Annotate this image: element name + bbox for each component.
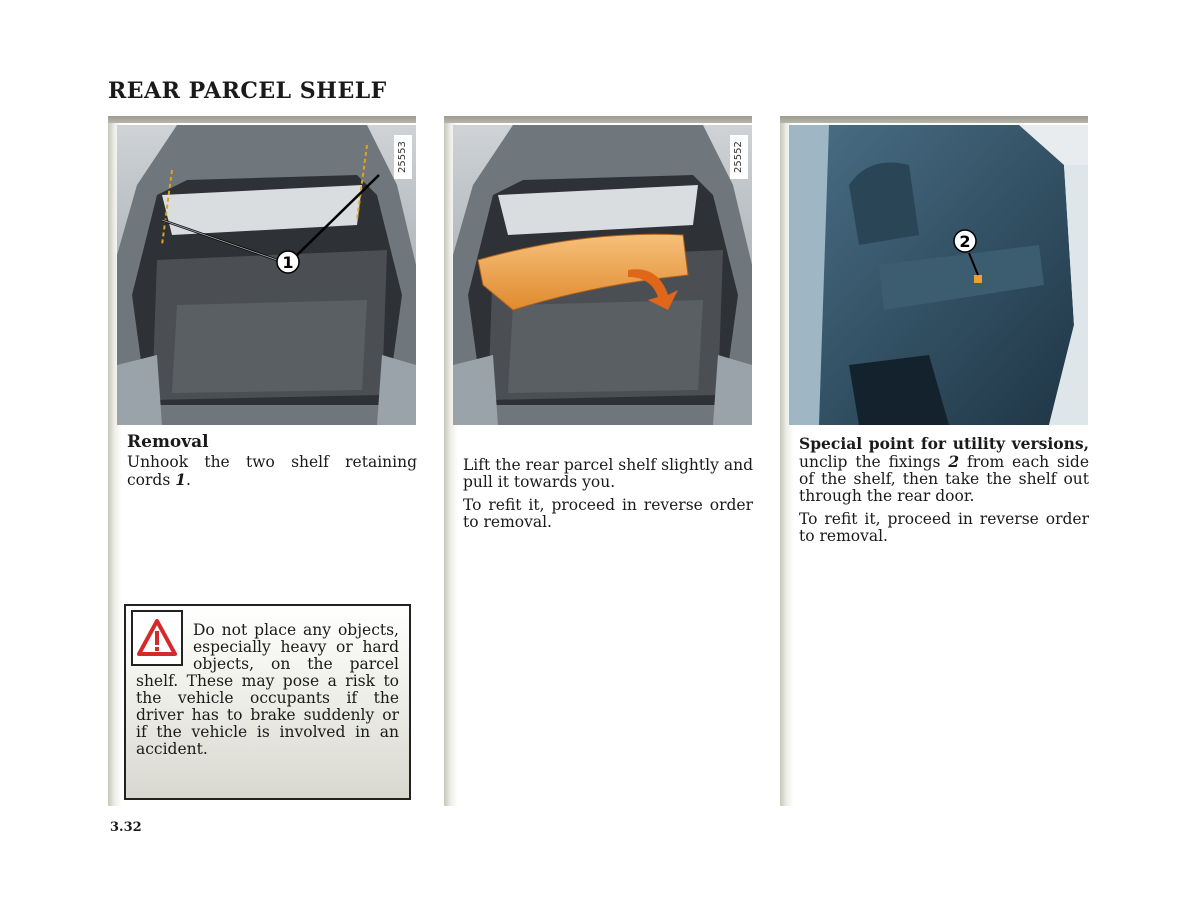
callout-2-label: 2 bbox=[959, 232, 971, 251]
photo-shelf-lift bbox=[453, 125, 752, 425]
warning-triangle-icon bbox=[131, 610, 183, 666]
photo-boot-cords bbox=[117, 125, 416, 425]
warning-box bbox=[124, 604, 411, 800]
column-lift bbox=[444, 116, 752, 806]
warning-text: Do not place any objects, especially heavy or hard objects, on the parcel shelf. These may pose a risk to the vehicle occupants if the driver has to brake suddenly or if the vehicle is involved in an accident. bbox=[136, 621, 399, 758]
column-removal bbox=[108, 116, 416, 806]
callout-1-label: 1 bbox=[282, 253, 294, 272]
photo-utility-shelf bbox=[789, 125, 1088, 425]
lift-text: Lift the rear parcel shelf slightly and pull it towards you. To refit it, proceed in reverse order to removal. bbox=[463, 456, 753, 531]
page-title: REAR PARCEL SHELF bbox=[108, 78, 387, 104]
page-number: 3.32 bbox=[110, 820, 142, 835]
removal-text: Removal Unhook the two shelf retaining cords 1. bbox=[127, 432, 417, 489]
removal-heading: Removal bbox=[127, 432, 209, 452]
column-utility bbox=[780, 116, 1088, 806]
image-code: 25553 bbox=[394, 135, 412, 179]
image-code: 25552 bbox=[730, 135, 748, 179]
utility-text: Special point for utility versions, unclip the fixings 2 from each side of the shelf, then take the shelf out through the rear door. To refit it, proceed in reverse order to removal. bbox=[799, 434, 1090, 545]
